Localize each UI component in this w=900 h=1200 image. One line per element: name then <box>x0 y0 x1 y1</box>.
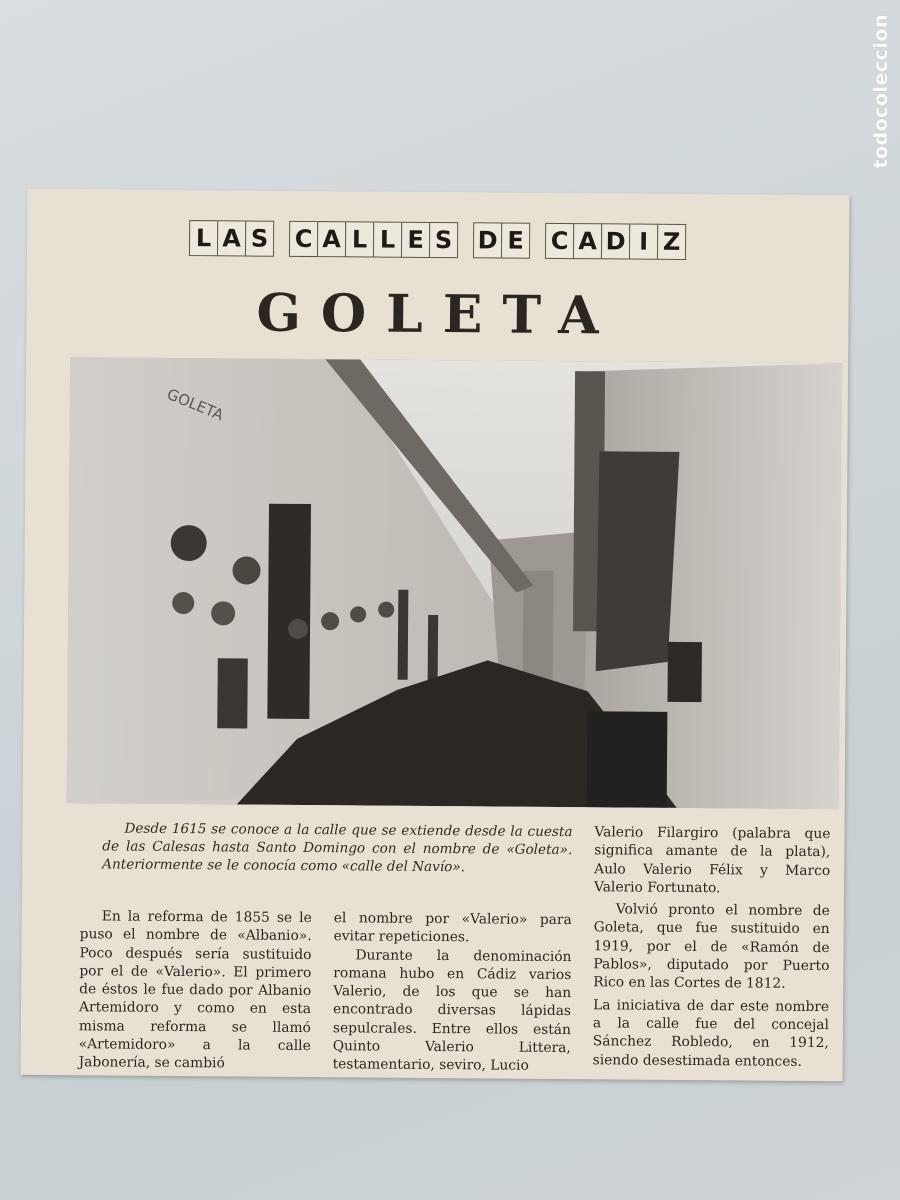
photo-caption: Desde 1615 se conoce a la calle que se extiende desde la cuesta de las Calesas hasta Santo Domingo con el nombre de «Goleta». Anteriormente se le conocía como «calle del Navío». <box>102 820 573 876</box>
kicker-letter: E <box>501 223 530 259</box>
kicker-word <box>290 221 458 258</box>
paragraph: La iniciativa de dar este nombre a la calle fue del concejal Sánchez Robledo, en 1912, siendo desestimada entonces. <box>592 996 830 1070</box>
article-column-3 <box>593 823 831 1071</box>
article-column-1 <box>79 907 312 1073</box>
kicker-letter: E <box>401 222 430 258</box>
kicker-letter: L <box>345 221 374 257</box>
photo-street-sign: GOLETA <box>164 384 227 425</box>
kicker-letter: D <box>601 223 630 259</box>
watermark-text: todocoleccion <box>870 14 892 169</box>
kicker-word <box>546 223 686 260</box>
kicker-letter: A <box>217 220 246 256</box>
kicker-letter: A <box>573 223 602 259</box>
kicker-letter: L <box>189 220 218 256</box>
kicker-letter: C <box>545 223 574 259</box>
kicker-letter: S <box>245 220 274 256</box>
street-photo <box>67 357 842 809</box>
article-headline: GOLETA <box>256 282 619 347</box>
newspaper-clipping <box>21 189 850 1081</box>
kicker-letter: A <box>317 221 346 257</box>
street-photo-illustration <box>67 357 842 809</box>
kicker-word <box>474 222 530 258</box>
paragraph: En la reforma de 1855 se le puso el nombre de «Albanio». Poco después sería sustituido por el de «Valerio». El primero de éstos le fue dado por Albanio Artemidoro y como en esta misma reforma se llamó «Artemidoro» a la calle Jabonería, se cambió <box>78 908 312 1072</box>
paragraph: Valerio Filargiro (palabra que significa amante de la plata), Aulo Valerio Félix y Marco Valerio Fortunato. <box>593 824 831 897</box>
kicker-letter: I <box>629 224 658 260</box>
kicker-letter: L <box>373 222 402 258</box>
kicker-letter: S <box>429 222 458 258</box>
kicker-letter: C <box>289 221 318 257</box>
paragraph: Durante la denominación romana hubo en Cádiz varios Valerio, de los que se han encontrado diversas lápidas sepulcrales. Entre ellos están Quinto Valerio Littera, testamentario, seviro, Lucio <box>332 946 572 1075</box>
kicker-word <box>190 220 274 257</box>
section-kicker <box>27 219 849 261</box>
kicker-letter: D <box>473 222 502 258</box>
paragraph: Volvió pronto el nombre de Goleta, que fue sustituido en 1919, por el de «Ramón de Pablos», diputado por Puerto Rico en las Cortes de 1812. <box>593 901 830 993</box>
paragraph: el nombre por «Valerio» para evitar repeticiones. <box>333 910 572 946</box>
article-column-2 <box>333 909 572 1076</box>
kicker-letter: Z <box>657 224 686 260</box>
